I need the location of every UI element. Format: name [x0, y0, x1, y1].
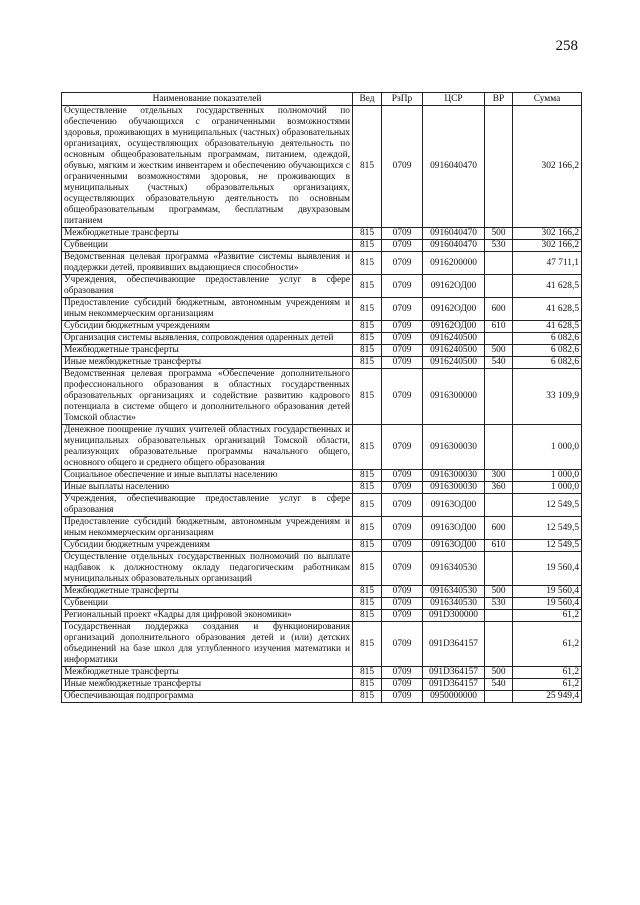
- row-csr: 091D364157: [423, 679, 485, 691]
- row-ved: 815: [353, 667, 382, 679]
- row-ved: 815: [353, 586, 382, 598]
- row-vr: 500: [485, 228, 513, 240]
- row-rzpr: 0709: [382, 517, 423, 540]
- row-rzpr: 0709: [382, 552, 423, 586]
- row-vr: [485, 610, 513, 622]
- row-csr: 09162ОД00: [423, 275, 485, 298]
- row-ved: 815: [353, 357, 382, 369]
- row-name: Субсидии бюджетным учреждениям: [62, 321, 353, 333]
- row-name: Иные выплаты населению: [62, 482, 353, 494]
- row-vr: 500: [485, 345, 513, 357]
- row-ved: 815: [353, 425, 382, 470]
- row-ved: 815: [353, 298, 382, 321]
- row-rzpr: 0709: [382, 610, 423, 622]
- row-rzpr: 0709: [382, 106, 423, 228]
- row-ved: 815: [353, 321, 382, 333]
- row-ved: 815: [353, 517, 382, 540]
- table-row: [62, 517, 582, 540]
- row-rzpr: 0709: [382, 369, 423, 425]
- table-row: [62, 482, 582, 494]
- row-ved: 815: [353, 275, 382, 298]
- row-sum: 41 628,5: [513, 298, 582, 321]
- row-csr: 091D364157: [423, 622, 485, 667]
- row-name: Предоставление субсидий бюджетным, автономным учреждениям и иным некоммерческим организациям: [62, 517, 353, 540]
- row-name: Осуществление отдельных государственных полномочий по обеспечению обучающихся с ограниченными возможностями здоровья, проживающих в муниципальных (частных) образовательных организациях, осуществляющих образовательную деятельность по основным общеобразовательным программам, питанием, одеждой, обувью, мягким и жестким инвентарем и обеспечению обучающихся с ограниченными возможностями здоровья, не проживающих в муниципальных (частных) образовательных организациях, осуществляющих образовательную деятельность по основным общеобразовательным программам, бесплатным двухразовым питанием: [62, 106, 353, 228]
- row-csr: 0916340530: [423, 598, 485, 610]
- row-ved: 815: [353, 598, 382, 610]
- row-name: Государственная поддержка создания и функционирования организаций дополнительного образования детей и (или) детских объединений на базе школ для углубленного изучения математики и информатики: [62, 622, 353, 667]
- row-name: Обеспечивающая подпрограмма: [62, 691, 353, 703]
- row-sum: 302 166,2: [513, 106, 582, 228]
- row-csr: 0916240500: [423, 345, 485, 357]
- row-csr: 09163ОД00: [423, 517, 485, 540]
- table-row: [62, 552, 582, 586]
- row-vr: [485, 494, 513, 517]
- row-name: Субвенции: [62, 598, 353, 610]
- budget-table: [61, 92, 582, 703]
- row-ved: 815: [353, 345, 382, 357]
- row-rzpr: 0709: [382, 298, 423, 321]
- row-rzpr: 0709: [382, 679, 423, 691]
- row-ved: 815: [353, 552, 382, 586]
- row-csr: 0916300030: [423, 470, 485, 482]
- row-name: Межбюджетные трансферты: [62, 667, 353, 679]
- row-ved: 815: [353, 228, 382, 240]
- row-csr: 0916040470: [423, 228, 485, 240]
- row-csr: 0916340530: [423, 552, 485, 586]
- row-sum: 61,2: [513, 679, 582, 691]
- row-name: Иные межбюджетные трансферты: [62, 357, 353, 369]
- table-row: [62, 228, 582, 240]
- row-name: Межбюджетные трансферты: [62, 228, 353, 240]
- table-row: [62, 586, 582, 598]
- row-csr: 09162ОД00: [423, 321, 485, 333]
- row-csr: 0916340530: [423, 586, 485, 598]
- row-sum: 47 711,1: [513, 252, 582, 275]
- row-rzpr: 0709: [382, 622, 423, 667]
- row-vr: 600: [485, 298, 513, 321]
- row-vr: 530: [485, 240, 513, 252]
- table-row: [62, 345, 582, 357]
- row-ved: 815: [353, 106, 382, 228]
- table-row: [62, 369, 582, 425]
- row-ved: 815: [353, 482, 382, 494]
- table-body: [62, 106, 582, 703]
- row-csr: 0916200000: [423, 252, 485, 275]
- row-csr: 09163ОД00: [423, 494, 485, 517]
- row-vr: [485, 275, 513, 298]
- header-ved: Вед: [353, 93, 382, 106]
- row-name: Межбюджетные трансферты: [62, 345, 353, 357]
- row-name: Межбюджетные трансферты: [62, 586, 353, 598]
- row-name: Региональный проект «Кадры для цифровой экономики»: [62, 610, 353, 622]
- row-vr: [485, 691, 513, 703]
- row-vr: [485, 552, 513, 586]
- row-sum: 41 628,5: [513, 321, 582, 333]
- row-vr: 360: [485, 482, 513, 494]
- row-csr: 09162ОД00: [423, 298, 485, 321]
- row-vr: [485, 252, 513, 275]
- table-row: [62, 470, 582, 482]
- row-sum: 1 000,0: [513, 425, 582, 470]
- row-sum: 61,2: [513, 610, 582, 622]
- row-sum: 19 560,4: [513, 598, 582, 610]
- table-row: [62, 106, 582, 228]
- table-row: [62, 357, 582, 369]
- row-name: Денежное поощрение лучших учителей областных государственных и муниципальных образовательных организаций Томской области, реализующих образовательные программы начального общего, основного общего и среднего общего образования: [62, 425, 353, 470]
- row-csr: 0916300030: [423, 482, 485, 494]
- row-name: Субвенции: [62, 240, 353, 252]
- row-ved: 815: [353, 240, 382, 252]
- row-sum: 6 082,6: [513, 345, 582, 357]
- table-row: [62, 679, 582, 691]
- row-ved: 815: [353, 252, 382, 275]
- row-rzpr: 0709: [382, 333, 423, 345]
- row-name: Ведомственная целевая программа «Развитие системы выявления и поддержки детей, проявивших выдающиеся способности»: [62, 252, 353, 275]
- row-sum: 12 549,5: [513, 494, 582, 517]
- row-sum: 19 560,4: [513, 552, 582, 586]
- table-row: [62, 667, 582, 679]
- row-rzpr: 0709: [382, 598, 423, 610]
- row-vr: 540: [485, 357, 513, 369]
- table-row: [62, 540, 582, 552]
- table-row: [62, 298, 582, 321]
- row-name: Ведомственная целевая программа «Обеспечение дополнительного профессионального образования в областных государственных образовательных организациях и содействие развитию кадрового потенциала в системе общего и дополнительного образования детей Томской области»: [62, 369, 353, 425]
- row-rzpr: 0709: [382, 470, 423, 482]
- row-name: Иные межбюджетные трансферты: [62, 679, 353, 691]
- row-vr: 300: [485, 470, 513, 482]
- row-csr: 0916300030: [423, 425, 485, 470]
- row-ved: 815: [353, 369, 382, 425]
- row-vr: [485, 622, 513, 667]
- header-sum: Сумма: [513, 93, 582, 106]
- row-csr: 091D364157: [423, 667, 485, 679]
- row-rzpr: 0709: [382, 240, 423, 252]
- table-row: [62, 691, 582, 703]
- row-name: Социальное обеспечение и иные выплаты населению: [62, 470, 353, 482]
- row-sum: 6 082,6: [513, 333, 582, 345]
- row-rzpr: 0709: [382, 321, 423, 333]
- row-rzpr: 0709: [382, 586, 423, 598]
- row-name: Учреждения, обеспечивающие предоставление услуг в сфере образования: [62, 275, 353, 298]
- row-vr: [485, 333, 513, 345]
- table-row: [62, 240, 582, 252]
- row-rzpr: 0709: [382, 357, 423, 369]
- table-header-row: [62, 93, 582, 106]
- row-name: Осуществление отдельных государственных полномочий по выплате надбавок к должностному окладу педагогическим работникам муниципальных образовательных организаций: [62, 552, 353, 586]
- row-vr: 500: [485, 667, 513, 679]
- table-row: [62, 425, 582, 470]
- row-csr: 091D300000: [423, 610, 485, 622]
- table-row: [62, 622, 582, 667]
- row-sum: 6 082,6: [513, 357, 582, 369]
- row-sum: 61,2: [513, 622, 582, 667]
- row-vr: 600: [485, 517, 513, 540]
- row-vr: 500: [485, 586, 513, 598]
- row-ved: 815: [353, 494, 382, 517]
- row-csr: 0916040470: [423, 106, 485, 228]
- row-ved: 815: [353, 691, 382, 703]
- row-csr: 0916240500: [423, 333, 485, 345]
- row-rzpr: 0709: [382, 275, 423, 298]
- row-rzpr: 0709: [382, 345, 423, 357]
- row-vr: 610: [485, 540, 513, 552]
- row-name: Учреждения, обеспечивающие предоставление услуг в сфере образования: [62, 494, 353, 517]
- row-name: Субсидии бюджетным учреждениям: [62, 540, 353, 552]
- table-row: [62, 333, 582, 345]
- row-vr: [485, 369, 513, 425]
- row-vr: 540: [485, 679, 513, 691]
- table-row: [62, 494, 582, 517]
- row-sum: 19 560,4: [513, 586, 582, 598]
- row-ved: 815: [353, 622, 382, 667]
- row-vr: 530: [485, 598, 513, 610]
- header-name: Наименование показателей: [62, 93, 353, 106]
- row-sum: 302 166,2: [513, 228, 582, 240]
- row-csr: 0916300000: [423, 369, 485, 425]
- row-rzpr: 0709: [382, 228, 423, 240]
- page-number: 258: [555, 38, 578, 54]
- row-rzpr: 0709: [382, 667, 423, 679]
- row-sum: 12 549,5: [513, 540, 582, 552]
- table-row: [62, 252, 582, 275]
- row-sum: 1 000,0: [513, 482, 582, 494]
- row-ved: 815: [353, 610, 382, 622]
- row-rzpr: 0709: [382, 494, 423, 517]
- header-csr: ЦСР: [423, 93, 485, 106]
- row-sum: 41 628,5: [513, 275, 582, 298]
- row-sum: 25 949,4: [513, 691, 582, 703]
- row-ved: 815: [353, 540, 382, 552]
- table-row: [62, 610, 582, 622]
- row-name: Предоставление субсидий бюджетным, автономным учреждениям и иным некоммерческим организациям: [62, 298, 353, 321]
- row-rzpr: 0709: [382, 252, 423, 275]
- row-csr: 0916240500: [423, 357, 485, 369]
- table-row: [62, 275, 582, 298]
- row-rzpr: 0709: [382, 482, 423, 494]
- row-csr: 09163ОД00: [423, 540, 485, 552]
- row-ved: 815: [353, 333, 382, 345]
- row-name: Организация системы выявления, сопровождения одаренных детей: [62, 333, 353, 345]
- row-vr: 610: [485, 321, 513, 333]
- row-rzpr: 0709: [382, 425, 423, 470]
- row-sum: 12 549,5: [513, 517, 582, 540]
- row-ved: 815: [353, 470, 382, 482]
- row-csr: 0916040470: [423, 240, 485, 252]
- row-rzpr: 0709: [382, 691, 423, 703]
- row-csr: 0950000000: [423, 691, 485, 703]
- table-row: [62, 321, 582, 333]
- row-sum: 33 109,9: [513, 369, 582, 425]
- row-sum: 302 166,2: [513, 240, 582, 252]
- row-sum: 61,2: [513, 667, 582, 679]
- row-vr: [485, 106, 513, 228]
- header-rzpr: РзПр: [382, 93, 423, 106]
- table-row: [62, 598, 582, 610]
- header-vr: ВР: [485, 93, 513, 106]
- row-rzpr: 0709: [382, 540, 423, 552]
- row-vr: [485, 425, 513, 470]
- row-ved: 815: [353, 679, 382, 691]
- row-sum: 1 000,0: [513, 470, 582, 482]
